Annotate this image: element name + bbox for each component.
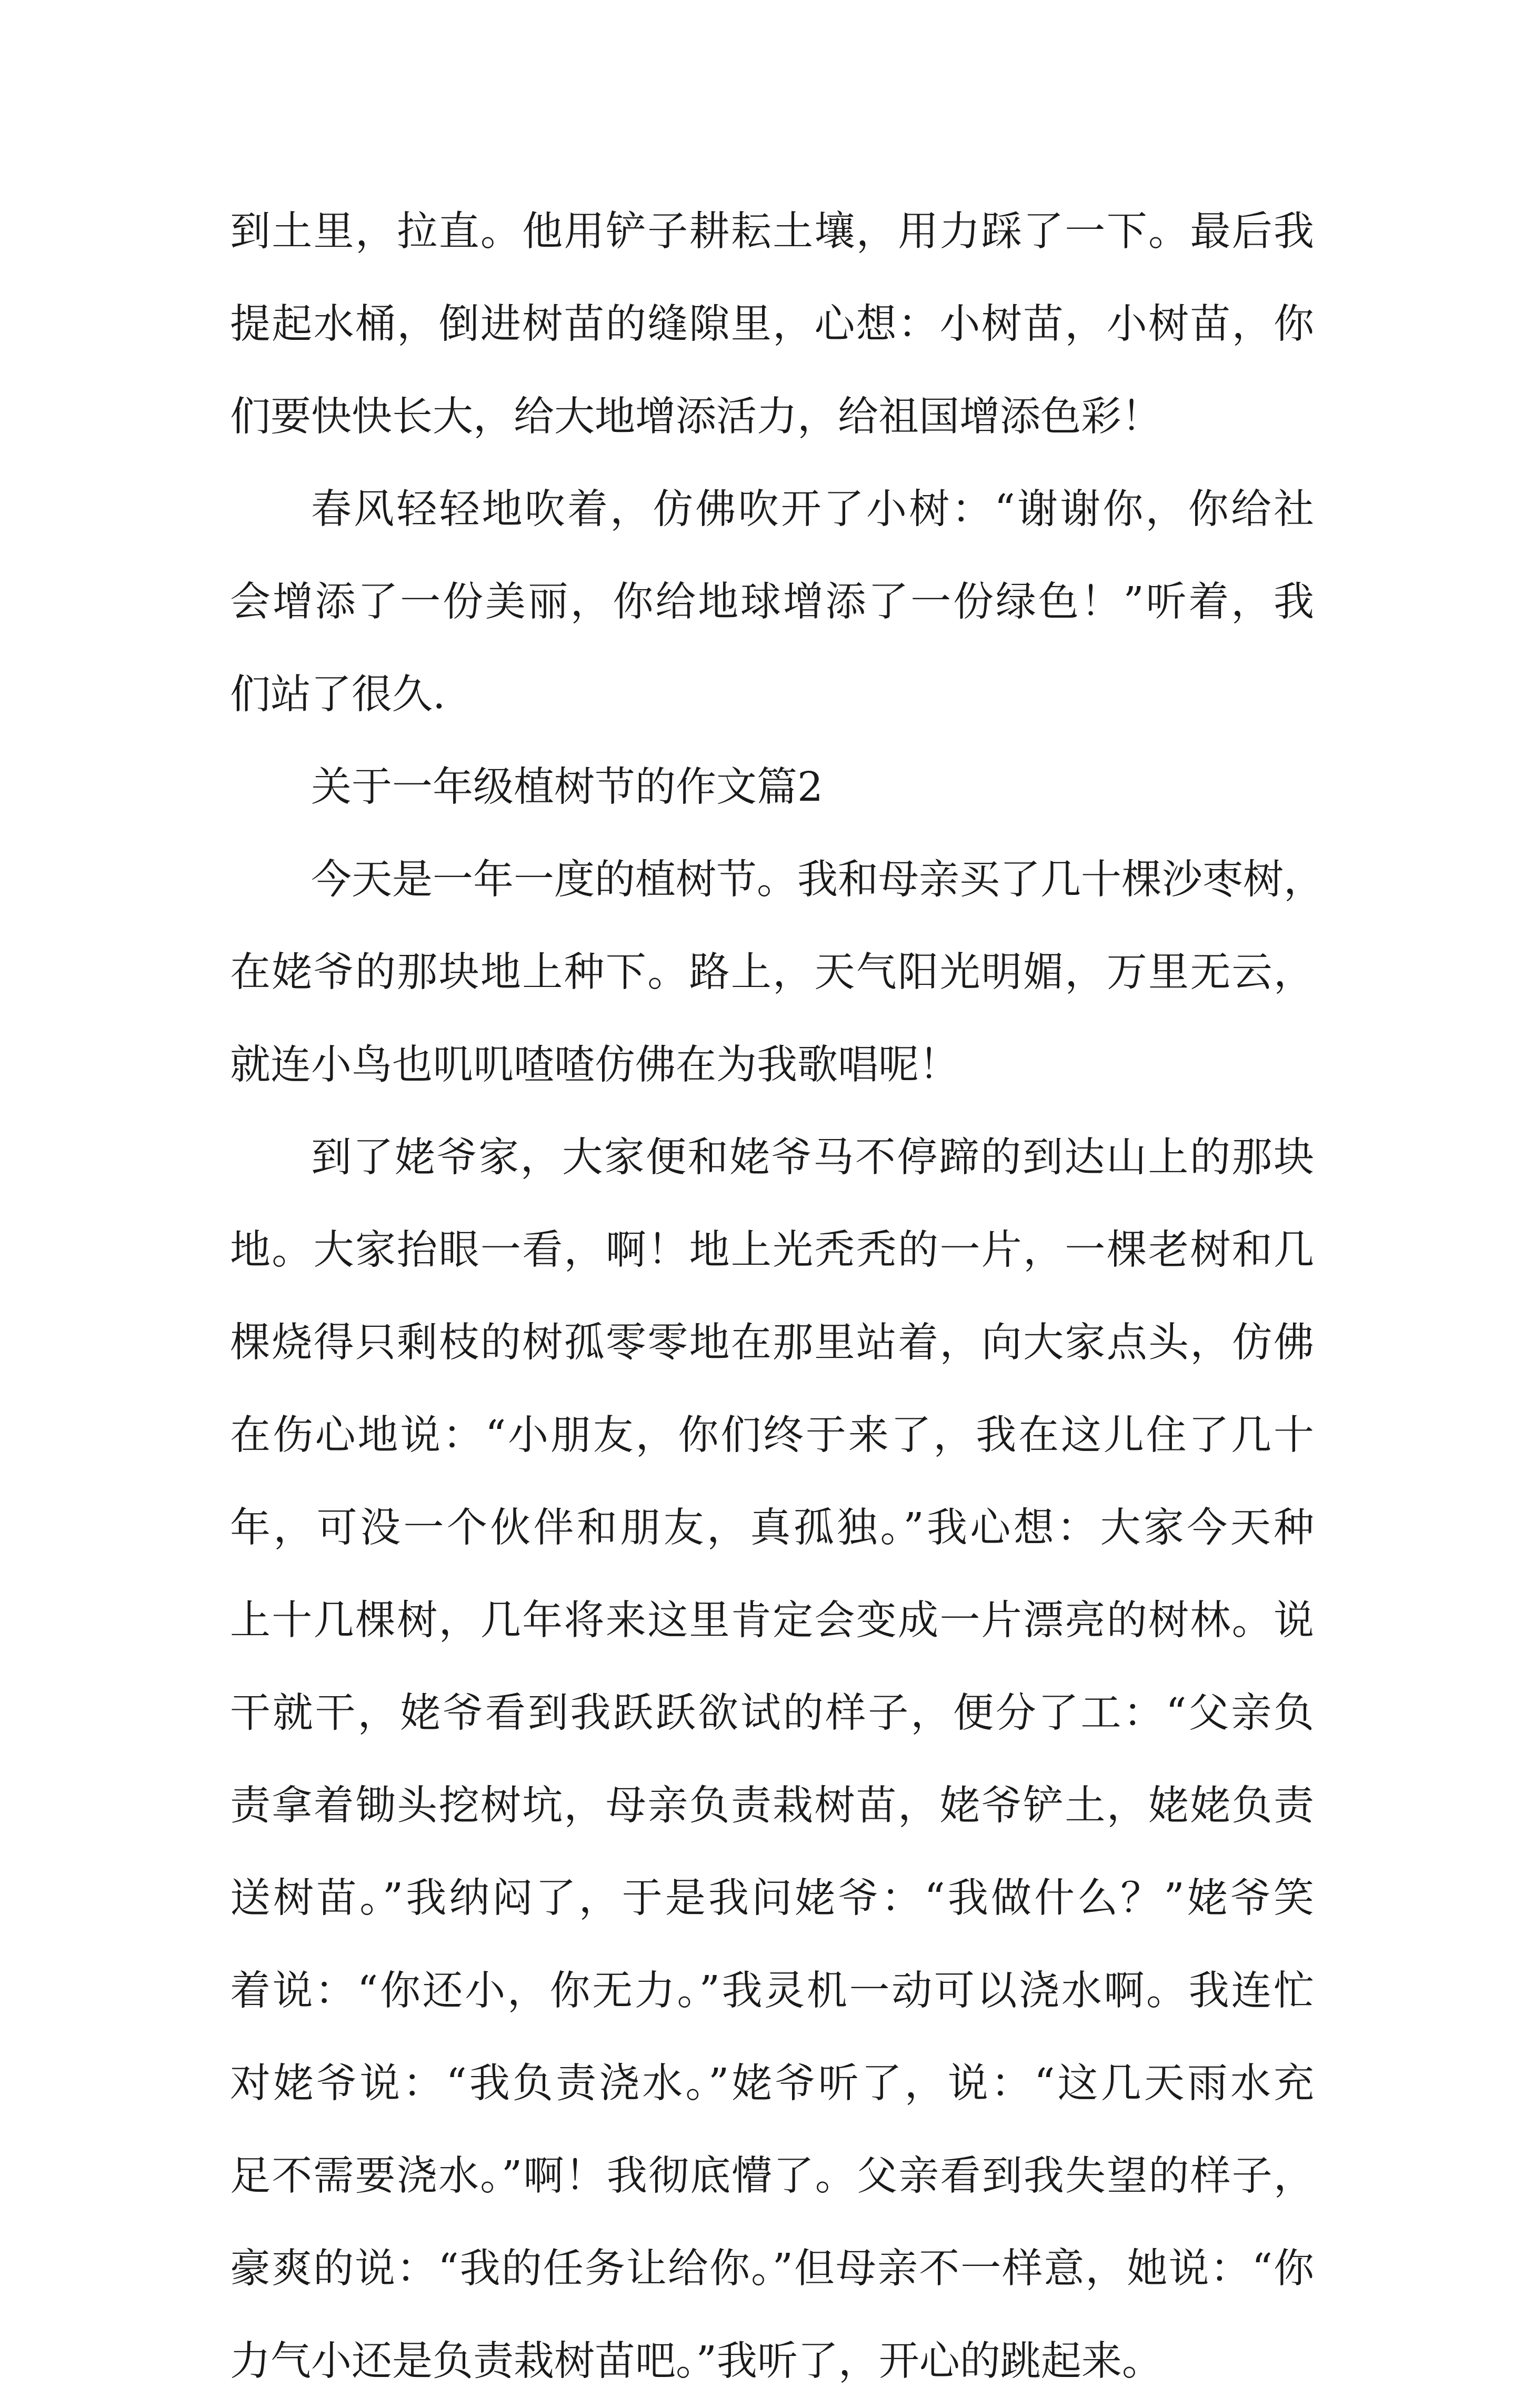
text-line: 会增添了一份美丽，你给地球增添了一份绿色！”听着，我 <box>230 579 1314 626</box>
text-line: 干就干，姥爷看到我跃跃欲试的样子，便分了工：“父亲负 <box>230 1690 1314 1737</box>
text-line: 足不需要浇水。”啊！我彻底懵了。父亲看到我失望的样子， <box>230 2153 1314 2200</box>
text-line: 上十几棵树，几年将来这里肯定会变成一片漂亮的树林。说 <box>230 1597 1314 1644</box>
text-line: 送树苗。”我纳闷了，于是我问姥爷：“我做什么？”姥爷笑 <box>230 1875 1314 1922</box>
text-line: 责拿着锄头挖树坑，母亲负责栽树苗，姥爷铲土，姥姥负责 <box>230 1782 1314 1829</box>
text-line: 到土里，拉直。他用铲子耕耘土壤，用力踩了一下。最后我 <box>230 208 1314 255</box>
text-line: 地。大家抬眼一看，啊！地上光秃秃的一片，一棵老树和几 <box>230 1227 1314 1274</box>
text-line: 们站了很久. <box>230 671 446 718</box>
text-line: 年，可没一个伙伴和朋友，真孤独。”我心想：大家今天种 <box>230 1505 1314 1551</box>
text-line: 对姥爷说：“我负责浇水。”姥爷听了，说：“这几天雨水充 <box>230 2060 1314 2107</box>
text-line: 着说：“你还小，你无力。”我灵机一动可以浇水啊。我连忙 <box>230 1968 1314 2014</box>
document-body <box>230 186 1324 2408</box>
paragraph-start-line: 到了姥爷家，大家便和姥爷马不停蹄的到达山上的那块 <box>311 1134 1314 1181</box>
paragraph-start-line: 今天是一年一度的植树节。我和母亲买了几十棵沙枣树， <box>311 857 1324 903</box>
text-line: 们要快快长大，给大地增添活力，给祖国增添色彩！ <box>230 394 1162 440</box>
text-line: 棵烧得只剩枝的树孤零零地在那里站着，向大家点头，仿佛 <box>230 1319 1314 1366</box>
text-line: 就连小鸟也叽叽喳喳仿佛在为我歌唱呢！ <box>230 1042 959 1089</box>
text-line: 豪爽的说：“我的任务让给你。”但母亲不一样意，她说：“你 <box>230 2245 1314 2292</box>
paragraph-start-line: 春风轻轻地吹着，仿佛吹开了小树：“谢谢你，你给社 <box>311 486 1314 533</box>
text-line: 力气小还是负责栽树苗吧。”我听了，开心的跳起来。 <box>230 2338 1163 2385</box>
text-line: 在姥爷的那块地上种下。路上，天气阳光明媚，万里无云， <box>230 949 1314 996</box>
text-line: 在伤心地说：“小朋友，你们终于来了，我在这儿住了几十 <box>230 1412 1314 1459</box>
text-line: 提起水桶，倒进树苗的缝隙里，心想：小树苗，小树苗，你 <box>230 301 1314 348</box>
section-heading: 关于一年级植树节的作文篇2 <box>311 764 823 811</box>
